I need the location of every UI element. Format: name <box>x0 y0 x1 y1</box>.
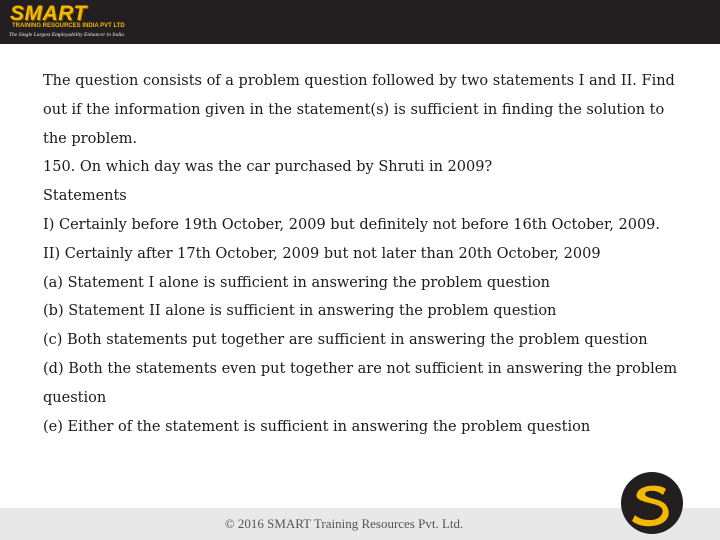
statement-2: II) Certainly after 17th October, 2009 but not later than 20th October, 2009 <box>43 245 601 262</box>
option-a: (a) Statement I alone is sufficient in answering the problem question <box>43 274 551 291</box>
logo-tagline: The Single Largest Employability Enhancer in India <box>9 32 124 38</box>
option-b: (b) Statement II alone is sufficient in answering the problem question <box>43 303 557 320</box>
option-d: (d) Both the statements even put together are not sufficient in answering the problem <box>43 360 678 377</box>
intro-line-2: out if the information given in the statement(s) is sufficient in finding the solution to <box>43 101 665 118</box>
intro-line-3: the problem. <box>43 130 138 147</box>
logo-wordmark: SMART <box>10 2 87 25</box>
logo-company-name: TRAINING RESOURCES INDIA PVT LTD <box>12 23 125 29</box>
header-bar <box>0 0 720 44</box>
footer-copyright: © 2016 SMART Training Resources Pvt. Ltd. <box>224 516 464 531</box>
option-c: (c) Both statements put together are sufficient in answering the problem question <box>43 332 648 349</box>
statement-1: I) Certainly before 19th October, 2009 but definitely not before 16th October, 2009. <box>43 216 661 233</box>
option-d-continued: question <box>43 389 107 406</box>
option-e: (e) Either of the statement is sufficient in answering the problem question <box>43 418 591 435</box>
question-content <box>43 67 683 441</box>
intro-line-1: The question consists of a problem question followed by two statements I and II. Find <box>43 73 675 89</box>
smart-s-logo-icon <box>619 470 685 536</box>
smart-logo <box>8 3 138 41</box>
statements-heading: Statements <box>43 188 127 205</box>
question-text: 150. On which day was the car purchased by Shruti in 2009? <box>43 159 493 176</box>
